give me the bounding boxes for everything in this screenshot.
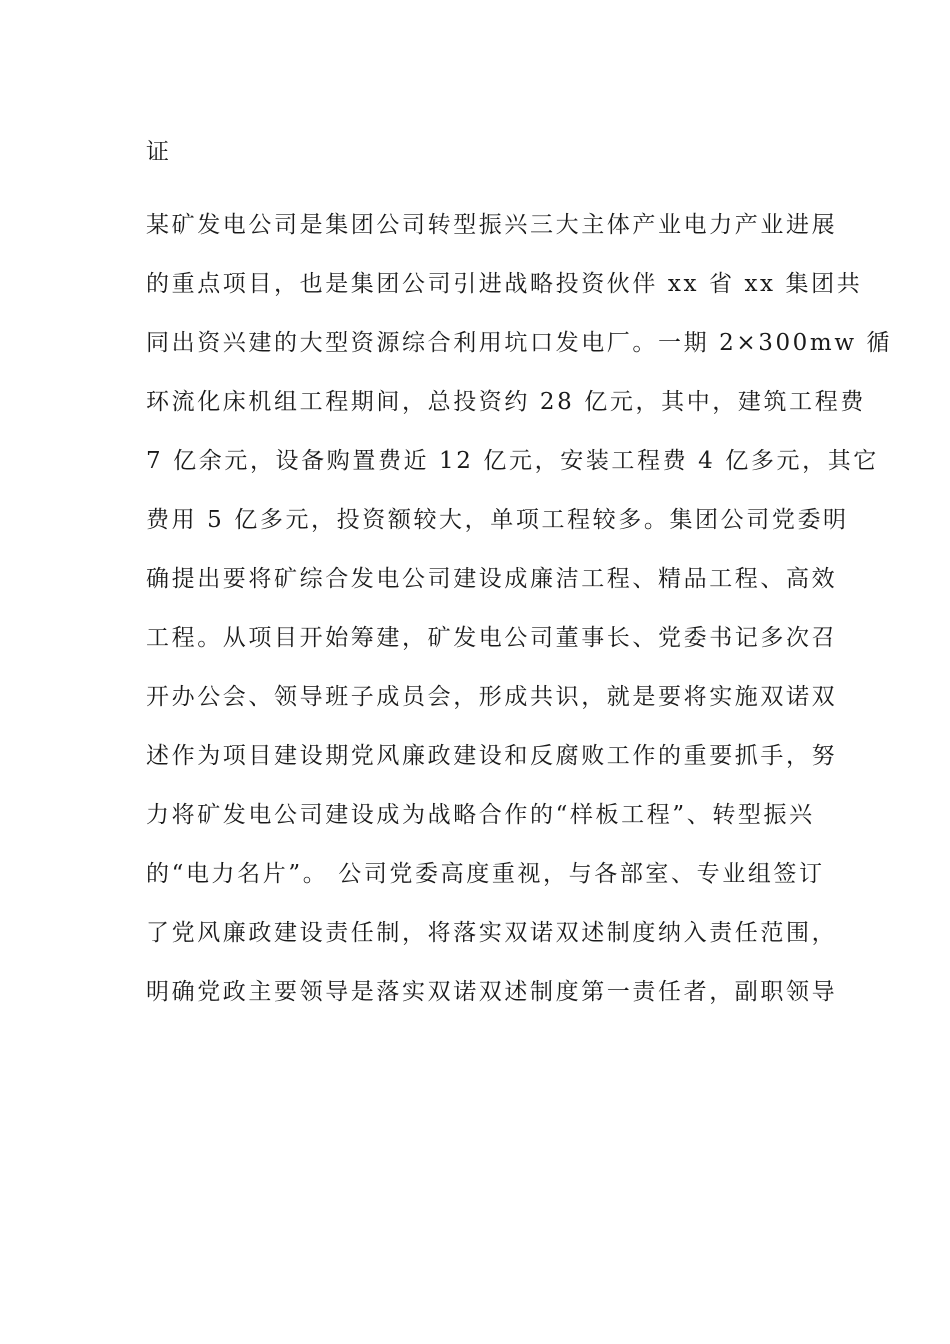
paragraph-line: 确提出要将矿综合发电公司建设成廉洁工程、精品工程、高效 <box>146 566 838 592</box>
paragraph-line: 的重点项目，也是集团公司引进战略投资伙伴 xx 省 xx 集团共 <box>146 271 863 297</box>
paragraph-line: 7 亿余元，设备购置费近 12 亿元，安装工程费 4 亿多元，其它 <box>146 448 879 474</box>
paragraph-line: 费用 5 亿多元，投资额较大，单项工程较多。集团公司党委明 <box>146 507 849 533</box>
paragraph-line: 了党风廉政建设责任制，将落实双诺双述制度纳入责任范围， <box>146 920 838 946</box>
paragraph-line: 的“电力名片”。 公司党委高度重视，与各部室、专业组签订 <box>146 861 825 887</box>
paragraph-line: 开办公会、领导班子成员会，形成共识，就是要将实施双诺双 <box>146 684 838 710</box>
heading-fragment: 证 <box>146 139 172 165</box>
paragraph-line: 述作为项目建设期党风廉政建设和反腐败工作的重要抓手，努 <box>146 743 838 769</box>
paragraph-line: 工程。从项目开始筹建，矿发电公司董事长、党委书记多次召 <box>146 625 838 651</box>
paragraph-line: 力将矿发电公司建设成为战略合作的“样板工程”、转型振兴 <box>146 802 815 828</box>
paragraph-line: 环流化床机组工程期间，总投资约 28 亿元，其中，建筑工程费 <box>146 389 866 415</box>
paragraph-line: 某矿发电公司是集团公司转型振兴三大主体产业电力产业进展 <box>146 212 838 238</box>
paragraph-line: 明确党政主要领导是落实双诺双述制度第一责任者，副职领导 <box>146 979 838 1005</box>
body-text <box>146 128 893 1027</box>
paragraph-line: 同出资兴建的大型资源综合利用坑口发电厂。一期 2×300mw 循 <box>146 330 893 356</box>
